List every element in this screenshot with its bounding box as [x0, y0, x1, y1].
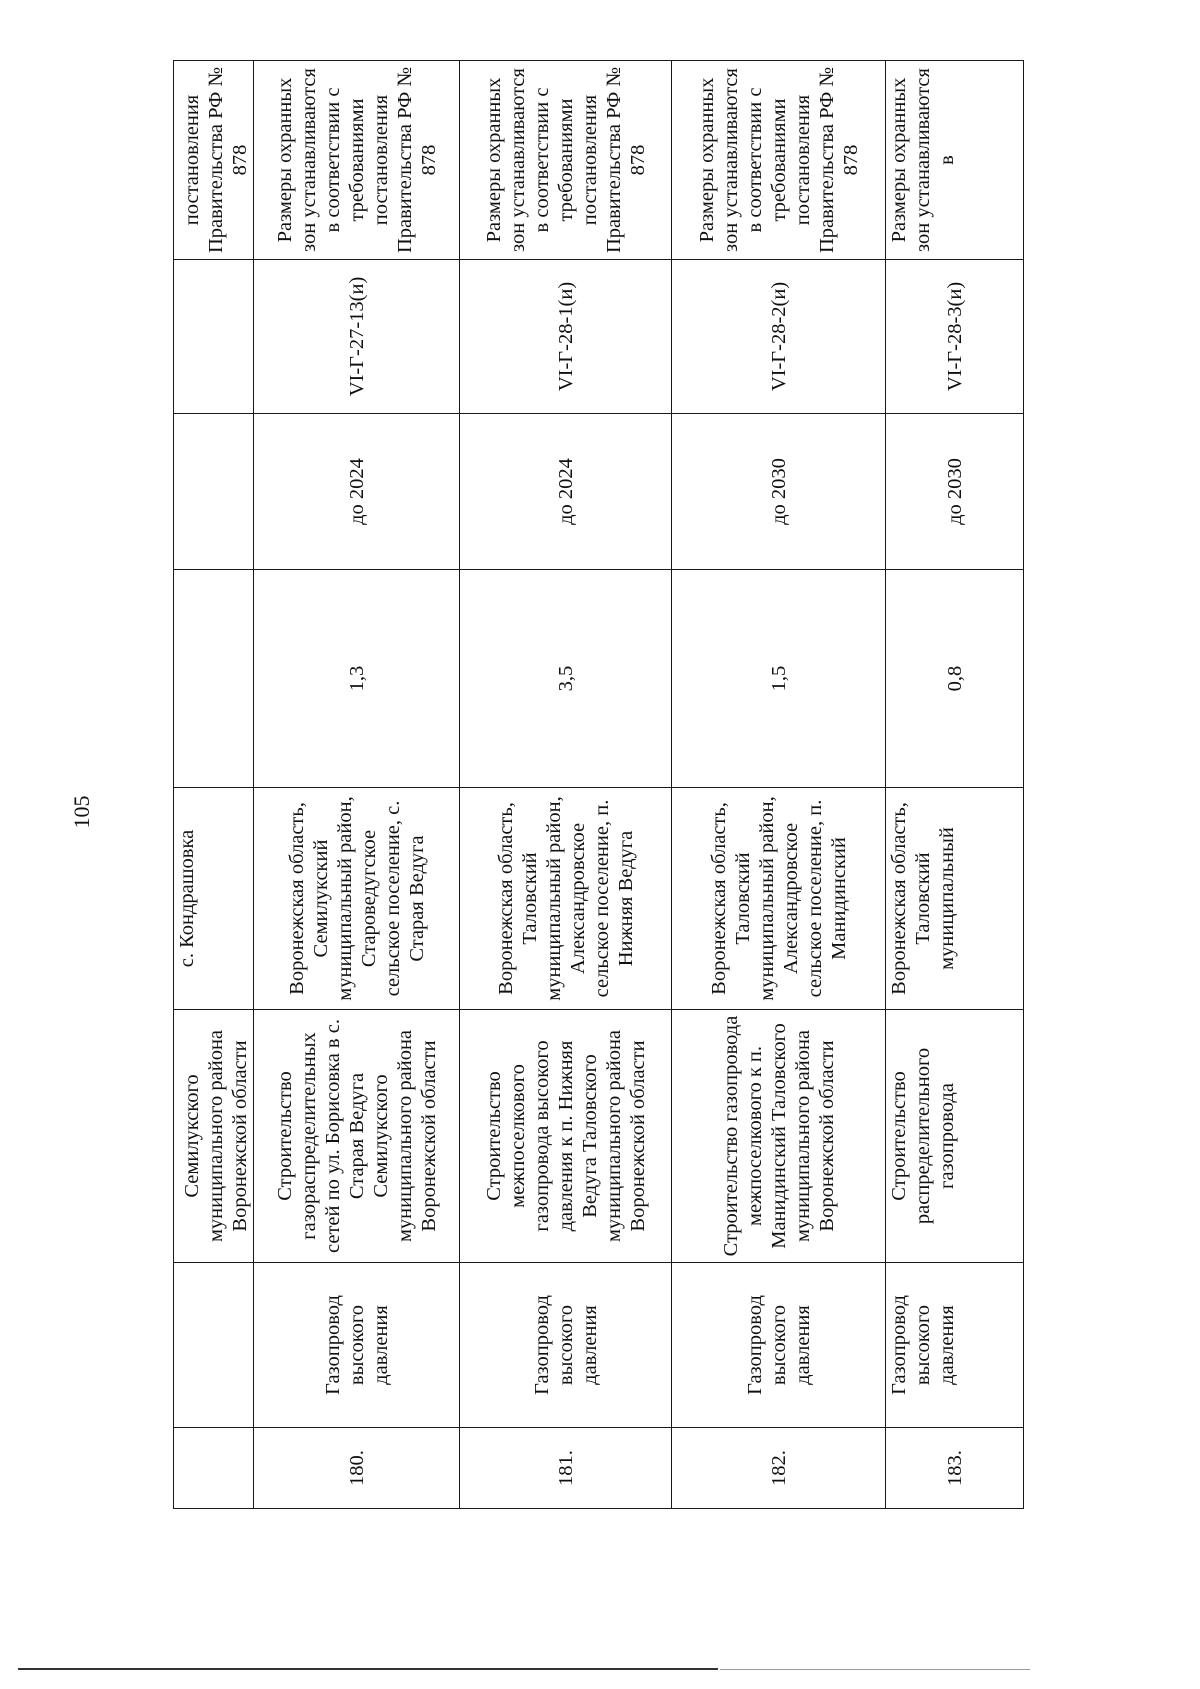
protection-zone-cell: Размеры охранных зон устанавливаются в соответствии с требованиями постановления Правительства РФ № 878: [672, 61, 886, 260]
location-cell: Воронежская область, Таловский муниципальный район, Александровское сельское поселение, п. Манидинский: [672, 788, 886, 1010]
object-type-cell: Газопровод высокого давления: [886, 1263, 1024, 1428]
length-cell: [174, 570, 254, 788]
object-type-cell: Газопровод высокого давления: [672, 1263, 886, 1428]
object-name-cell: Семилукского муниципального района Воронежской области: [174, 1010, 254, 1263]
length-cell: 0,8: [886, 570, 1024, 788]
row-number-cell: 182.: [672, 1428, 886, 1509]
gas-pipeline-table: [173, 60, 1024, 1509]
object-name-cell: Строительство газопровода межпоселкового к п. Манидинский Таловского муниципального района Воронежской области: [672, 1010, 886, 1263]
object-type-cell: Газопровод высокого давления: [254, 1263, 460, 1428]
object-code-cell: VI-Г-28-1(и): [460, 260, 672, 414]
page-number: 105: [69, 795, 94, 829]
length-cell: 3,5: [460, 570, 672, 788]
location-cell: Воронежская область, Таловский муниципальный район, Александровское сельское поселение, п. Нижняя Ведуга: [460, 788, 672, 1010]
deadline-cell: до 2030: [672, 414, 886, 570]
table-row: [886, 61, 1024, 1509]
table-row: [460, 61, 672, 1509]
row-number-cell: 180.: [254, 1428, 460, 1509]
table-row: [672, 61, 886, 1509]
deadline-cell: [174, 414, 254, 570]
object-code-cell: VI-Г-27-13(и): [254, 260, 460, 414]
rotated-table-container: [173, 61, 1023, 1509]
object-name-cell: Строительство распределительного газопровода: [886, 1010, 1024, 1263]
object-name-cell: Строительство газораспределительных сетей по ул. Борисовка в с. Старая Ведуга Семилукского муниципального района Воронежской области: [254, 1010, 460, 1263]
protection-zone-cell: постановления Правительства РФ № 878: [174, 61, 254, 260]
protection-zone-cell: Размеры охранных зон устанавливаются в соответствии с требованиями постановления Правительства РФ № 878: [254, 61, 460, 260]
row-number-cell: 181.: [460, 1428, 672, 1509]
deadline-cell: до 2024: [254, 414, 460, 570]
table-row: [174, 61, 254, 1509]
row-number-cell: 183.: [886, 1428, 1024, 1509]
location-cell: с. Кондрашовка: [174, 788, 254, 1010]
deadline-cell: до 2024: [460, 414, 672, 570]
object-type-cell: Газопровод высокого давления: [460, 1263, 672, 1428]
location-cell: Воронежская область, Семилукский муниципальный район, Староведугское сельское поселение, с. Старая Ведуга: [254, 788, 460, 1010]
object-code-cell: VI-Г-28-3(и): [886, 260, 1024, 414]
table-row: [254, 61, 460, 1509]
row-number-cell: [174, 1428, 254, 1509]
object-code-cell: [174, 260, 254, 414]
object-code-cell: VI-Г-28-2(и): [672, 260, 886, 414]
footer-rule: [18, 1668, 718, 1670]
footer-rule-faint: [720, 1669, 1030, 1670]
deadline-cell: до 2030: [886, 414, 1024, 570]
object-type-cell: [174, 1263, 254, 1428]
object-name-cell: Строительство межпоселкового газопровода высокого давления к п. Нижняя Ведуга Таловского муниципального района Воронежской области: [460, 1010, 672, 1263]
length-cell: 1,3: [254, 570, 460, 788]
protection-zone-cell: Размеры охранных зон устанавливаются в: [886, 61, 1024, 260]
location-cell: Воронежская область, Таловский муниципальный: [886, 788, 1024, 1010]
length-cell: 1,5: [672, 570, 886, 788]
protection-zone-cell: Размеры охранных зон устанавливаются в соответствии с требованиями постановления Правительства РФ № 878: [460, 61, 672, 260]
